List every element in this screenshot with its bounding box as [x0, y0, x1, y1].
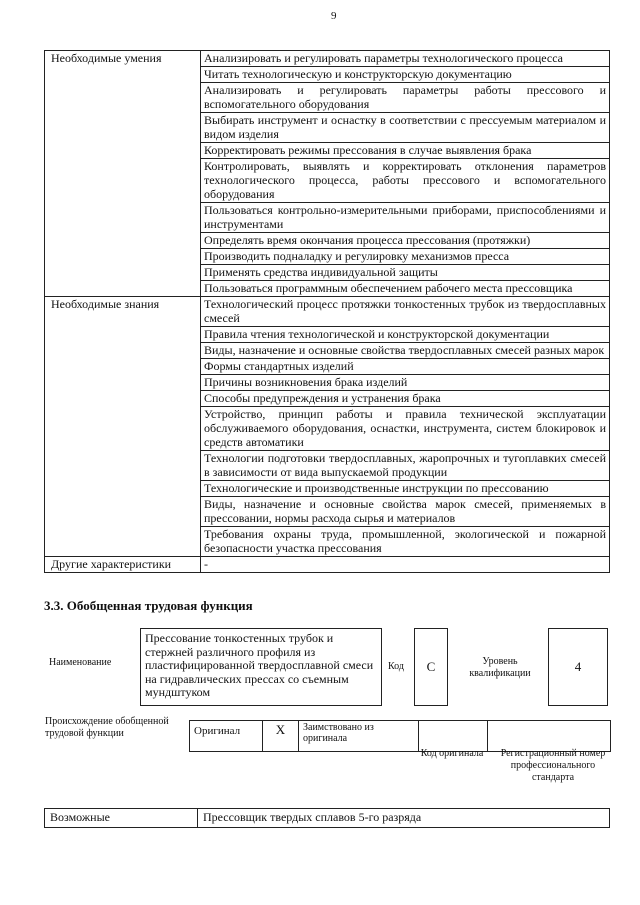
- reg-number-cell: [488, 721, 611, 752]
- knowledge-item: Виды, назначение и основные свойства марок смесей, применяемых в прессовании, нормы расхода сырья и материалов: [201, 497, 610, 527]
- skills-item: Производить подналадку и регулировку механизмов пресса: [201, 249, 610, 265]
- knowledge-item: Технологические и производственные инструкции по прессованию: [201, 481, 610, 497]
- skills-item: Анализировать и регулировать параметры технологического процесса: [201, 51, 610, 67]
- skills-item: Определять время окончания процесса прессования (протяжки): [201, 233, 610, 249]
- original-label: Оригинал: [190, 721, 263, 752]
- code-label: Код: [388, 661, 404, 672]
- knowledge-item: Причины возникновения брака изделий: [201, 375, 610, 391]
- skills-item: Выбирать инструмент и оснастку в соответствии с прессуемым материалом и видом изделия: [201, 113, 610, 143]
- skills-item: Применять средства индивидуальной защиты: [201, 265, 610, 281]
- page-number: 9: [331, 10, 337, 22]
- possible-value: Прессовщик твердых сплавов 5-го разряда: [198, 809, 610, 828]
- knowledge-item: Виды, назначение и основные свойства твердосплавных смесей разных марок: [201, 343, 610, 359]
- knowledge-label: Необходимые знания: [45, 297, 201, 557]
- requirements-table: [44, 50, 610, 573]
- skills-item: Контролировать, выявлять и корректировать отклонения параметров технологического процесса, работы прессового и вспомогательного оборудования: [201, 159, 610, 203]
- qualification-level-box: 4: [548, 628, 608, 706]
- skills-label: Необходимые умения: [45, 51, 201, 297]
- original-mark: X: [263, 721, 299, 752]
- code-original-cell: [419, 721, 488, 752]
- skills-item: Пользоваться контрольно-измерительными приборами, приспособлениями и инструментами: [201, 203, 610, 233]
- knowledge-item: Устройство, принцип работы и правила технической эксплуатации обслуживаемого оборудования, оснастки, инструмента, систем блокировок и средств автоматики: [201, 407, 610, 451]
- skills-item: Анализировать и регулировать параметры работы прессового и вспомогательного оборудования: [201, 83, 610, 113]
- other-characteristics-value: -: [201, 557, 610, 573]
- possible-label: Возможные: [45, 809, 198, 828]
- possible-titles-table: [44, 808, 610, 828]
- knowledge-item: Правила чтения технологической и конструкторской документации: [201, 327, 610, 343]
- skills-item: Корректировать режимы прессования в случае выявления брака: [201, 143, 610, 159]
- knowledge-item: Технологический процесс протяжки тонкостенных трубок из твердосплавных смесей: [201, 297, 610, 327]
- code-original-caption: Код оригинала: [420, 748, 484, 759]
- reg-number-caption: Регистрационный номер профессионального стандарта: [500, 748, 606, 783]
- knowledge-item: Технологии подготовки твердосплавных, жаропрочных и тугоплавких смесей в зависимости от вида выпускаемой продукции: [201, 451, 610, 481]
- function-name-box: Прессование тонкостенных трубок и стержней различного профиля из пластифицированной твердосплавной смеси на гидравлических прессах со съемным мундштуком: [140, 628, 382, 706]
- knowledge-item: Требования охраны труда, промышленной, экологической и пожарной безопасности участка прессования: [201, 527, 610, 557]
- origin-label: Происхождение обобщенной трудовой функции: [45, 716, 169, 739]
- name-label: Наименование: [49, 657, 112, 668]
- section-heading: 3.3. Обобщенная трудовая функция: [44, 598, 253, 613]
- borrowed-label: Заимствовано из оригинала: [299, 721, 419, 752]
- skills-item: Пользоваться программным обеспечением рабочего места прессовщика: [201, 281, 610, 297]
- qualification-level-label: Уровень квалификации: [469, 656, 531, 679]
- other-characteristics-label: Другие характеристики: [45, 557, 201, 573]
- skills-item: Читать технологическую и конструкторскую документацию: [201, 67, 610, 83]
- knowledge-item: Формы стандартных изделий: [201, 359, 610, 375]
- code-box: C: [414, 628, 448, 706]
- knowledge-item: Способы предупреждения и устранения брака: [201, 391, 610, 407]
